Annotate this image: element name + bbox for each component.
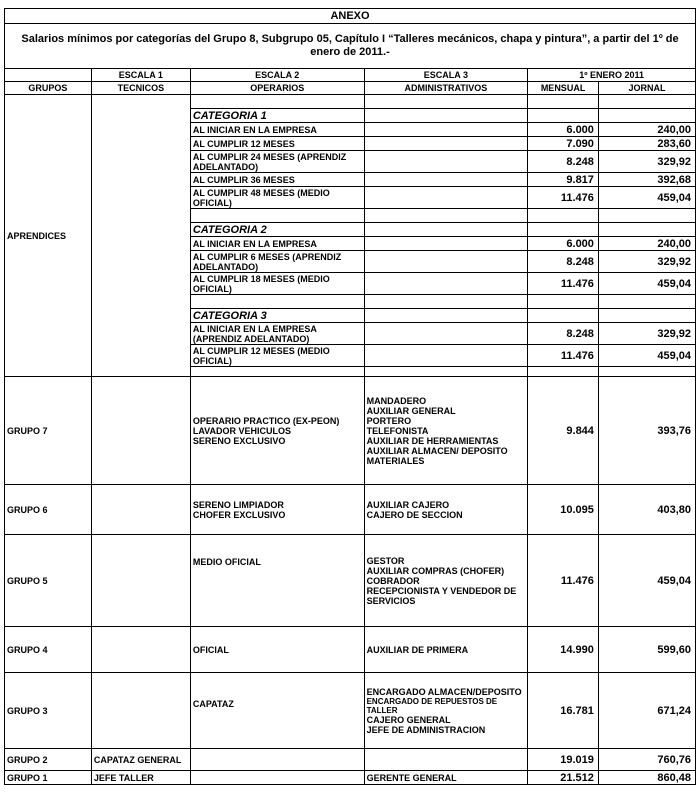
empty-cell: [528, 109, 599, 123]
row-label: AL CUMPLIR 12 MESES (MEDIO OFICIAL): [190, 345, 364, 367]
mensual-value: 11.476: [528, 187, 599, 209]
grupo-label: GRUPO 5: [5, 535, 92, 627]
spacer-cell: [528, 367, 599, 377]
mensual-value: 8.248: [528, 251, 599, 273]
administrativos-cell: AUXILIAR DE PRIMERA: [364, 627, 528, 673]
administrativos-cell: AUXILIAR CAJERO CAJERO DE SECCION: [364, 485, 528, 535]
mensual-value: 9.817: [528, 173, 599, 187]
header-operarios: OPERARIOS: [190, 82, 364, 95]
operarios-cell: [190, 749, 364, 771]
header-tecnicos: TECNICOS: [91, 82, 190, 95]
jornal-value: 393,76: [598, 377, 695, 485]
spacer-cell: [190, 367, 364, 377]
table-row: [5, 749, 696, 771]
admin-line-small: ENCARGADO DE REPUESTOS DE TALLER: [366, 696, 498, 715]
mensual-value: 11.476: [528, 345, 599, 367]
operarios-cell: [190, 771, 364, 785]
header-cell-empty: [5, 69, 92, 82]
row-label: AL CUMPLIR 48 MESES (MEDIO OFICIAL): [190, 187, 364, 209]
header-grupos: GRUPOS: [5, 82, 92, 95]
empty-cell: [364, 309, 528, 323]
spacer-cell: [598, 295, 695, 309]
mensual-value: 11.476: [528, 535, 599, 627]
jornal-value: 403,80: [598, 485, 695, 535]
spacer-cell: [598, 367, 695, 377]
document-title: ANEXO: [5, 9, 696, 24]
administrativos-cell: GERENTE GENERAL: [364, 771, 528, 785]
aprendices-tecnicos-empty: [91, 95, 190, 377]
tecnicos-cell: [91, 485, 190, 535]
tecnicos-cell: [91, 535, 190, 627]
grupo-label: GRUPO 4: [5, 627, 92, 673]
aprendices-label: APRENDICES: [5, 95, 92, 377]
header-escala-2: ESCALA 2: [190, 69, 364, 82]
empty-cell: [598, 309, 695, 323]
mensual-value: 21.512: [528, 771, 599, 785]
operarios-cell: CAPATAZ: [190, 673, 364, 749]
grupo-label: GRUPO 6: [5, 485, 92, 535]
row-label: AL CUMPLIR 18 MESES (MEDIO OFICIAL): [190, 273, 364, 295]
operarios-cell: OFICIAL: [190, 627, 364, 673]
mensual-value: 8.248: [528, 323, 599, 345]
empty-cell: [364, 173, 528, 187]
table-row: [5, 771, 696, 785]
empty-cell: [364, 123, 528, 137]
header-date: 1º ENERO 2011: [528, 69, 696, 82]
empty-cell: [364, 237, 528, 251]
row-label: AL CUMPLIR 24 MESES (APRENDIZ ADELANTADO): [190, 151, 364, 173]
tecnicos-cell: JEFE TALLER: [91, 771, 190, 785]
empty-cell: [364, 151, 528, 173]
mensual-value: 14.990: [528, 627, 599, 673]
empty-cell: [364, 137, 528, 151]
empty-cell: [528, 223, 599, 237]
header-mensual: MENSUAL: [528, 82, 599, 95]
tecnicos-cell: [91, 627, 190, 673]
empty-cell: [364, 273, 528, 295]
table-row: [5, 627, 696, 673]
mensual-value: 10.095: [528, 485, 599, 535]
jornal-value: 599,60: [598, 627, 695, 673]
tecnicos-cell: CAPATAZ GENERAL: [91, 749, 190, 771]
grupo-label: GRUPO 7: [5, 377, 92, 485]
mensual-value: 19.019: [528, 749, 599, 771]
category-3-heading: CATEGORIA 3: [190, 309, 364, 323]
spacer-cell: [528, 95, 599, 109]
operarios-cell: SERENO LIMPIADOR CHOFER EXCLUSIVO: [190, 485, 364, 535]
header-escala-3: ESCALA 3: [364, 69, 528, 82]
administrativos-cell: [364, 749, 528, 771]
empty-cell: [598, 109, 695, 123]
jornal-value: 760,76: [598, 749, 695, 771]
table-row: [5, 535, 696, 627]
header-row-bottom: [5, 82, 696, 95]
admin-line: ENCARGADO ALMACEN/DEPOSITO: [366, 686, 522, 697]
empty-cell: [364, 223, 528, 237]
jornal-value: 329,92: [598, 251, 695, 273]
jornal-value: 329,92: [598, 323, 695, 345]
spacer-cell: [598, 95, 695, 109]
row-label: AL CUMPLIR 36 MESES: [190, 173, 364, 187]
empty-cell: [364, 109, 528, 123]
administrativos-cell: MANDADERO AUXILIAR GENERAL PORTERO TELEFONISTA AUXILIAR DE HERRAMIENTAS AUXILIAR ALMACEN/ DEPOSITO MATERIALES: [364, 377, 528, 485]
mensual-value: 8.248: [528, 151, 599, 173]
admin-line: CAJERO GENERAL JEFE DE ADMINISTRACION: [366, 714, 486, 735]
category-1-heading: CATEGORIA 1: [190, 109, 364, 123]
jornal-value: 329,92: [598, 151, 695, 173]
mensual-value: 7.090: [528, 137, 599, 151]
jornal-value: 459,04: [598, 187, 695, 209]
row-label: AL INICIAR EN LA EMPRESA: [190, 123, 364, 137]
spacer-cell: [528, 295, 599, 309]
jornal-value: 459,04: [598, 273, 695, 295]
header-escala-1: ESCALA 1: [91, 69, 190, 82]
aprendices-spacer-row: [5, 95, 696, 109]
spacer-cell: [190, 209, 364, 223]
tecnicos-cell: [91, 673, 190, 749]
table-row: [5, 377, 696, 485]
tecnicos-cell: [91, 377, 190, 485]
mensual-value: 6.000: [528, 123, 599, 137]
operarios-cell: OPERARIO PRACTICO (EX-PEON) LAVADOR VEHICULOS SERENO EXCLUSIVO: [190, 377, 364, 485]
header-administrativos: ADMINISTRATIVOS: [364, 82, 528, 95]
empty-cell: [528, 309, 599, 323]
grupo-label: GRUPO 2: [5, 749, 92, 771]
spacer-cell: [598, 209, 695, 223]
jornal-value: 671,24: [598, 673, 695, 749]
grupo-label: GRUPO 3: [5, 673, 92, 749]
document-subtitle: Salarios mínimos por categorías del Grupo 8, Subgrupo 05, Capítulo I “Talleres mecánicos, chapa y pintura”, a partir del 1º de enero de 2011.-: [5, 24, 696, 69]
spacer-cell: [364, 295, 528, 309]
mensual-value: 6.000: [528, 237, 599, 251]
salary-table: [4, 8, 696, 785]
jornal-value: 392,68: [598, 173, 695, 187]
operarios-cell: MEDIO OFICIAL: [190, 535, 364, 627]
empty-cell: [364, 187, 528, 209]
header-jornal: JORNAL: [598, 82, 695, 95]
spacer-cell: [190, 295, 364, 309]
spacer-cell: [528, 209, 599, 223]
spacer-cell: [364, 367, 528, 377]
row-label: AL CUMPLIR 6 MESES (APRENDIZ ADELANTADO): [190, 251, 364, 273]
category-2-heading: CATEGORIA 2: [190, 223, 364, 237]
jornal-value: 459,04: [598, 535, 695, 627]
table-row: [5, 673, 696, 749]
empty-cell: [598, 223, 695, 237]
mensual-value: 11.476: [528, 273, 599, 295]
administrativos-cell: GESTOR AUXILIAR COMPRAS (CHOFER) COBRADOR RECEPCIONISTA Y VENDEDOR DE SERVICIOS: [364, 535, 528, 627]
empty-cell: [364, 323, 528, 345]
header-row-top: [5, 69, 696, 82]
row-label: AL INICIAR EN LA EMPRESA (APRENDIZ ADELANTADO): [190, 323, 364, 345]
administrativos-cell: [364, 673, 528, 749]
grupo-label: GRUPO 1: [5, 771, 92, 785]
empty-cell: [364, 251, 528, 273]
jornal-value: 240,00: [598, 237, 695, 251]
mensual-value: 16.781: [528, 673, 599, 749]
empty-cell: [364, 345, 528, 367]
spacer-cell: [364, 209, 528, 223]
jornal-value: 459,04: [598, 345, 695, 367]
spacer-cell: [190, 95, 364, 109]
row-label: AL INICIAR EN LA EMPRESA: [190, 237, 364, 251]
row-label: AL CUMPLIR 12 MESES: [190, 137, 364, 151]
jornal-value: 240,00: [598, 123, 695, 137]
spacer-cell: [364, 95, 528, 109]
table-row: [5, 485, 696, 535]
jornal-value: 283,60: [598, 137, 695, 151]
mensual-value: 9.844: [528, 377, 599, 485]
jornal-value: 860,48: [598, 771, 695, 785]
